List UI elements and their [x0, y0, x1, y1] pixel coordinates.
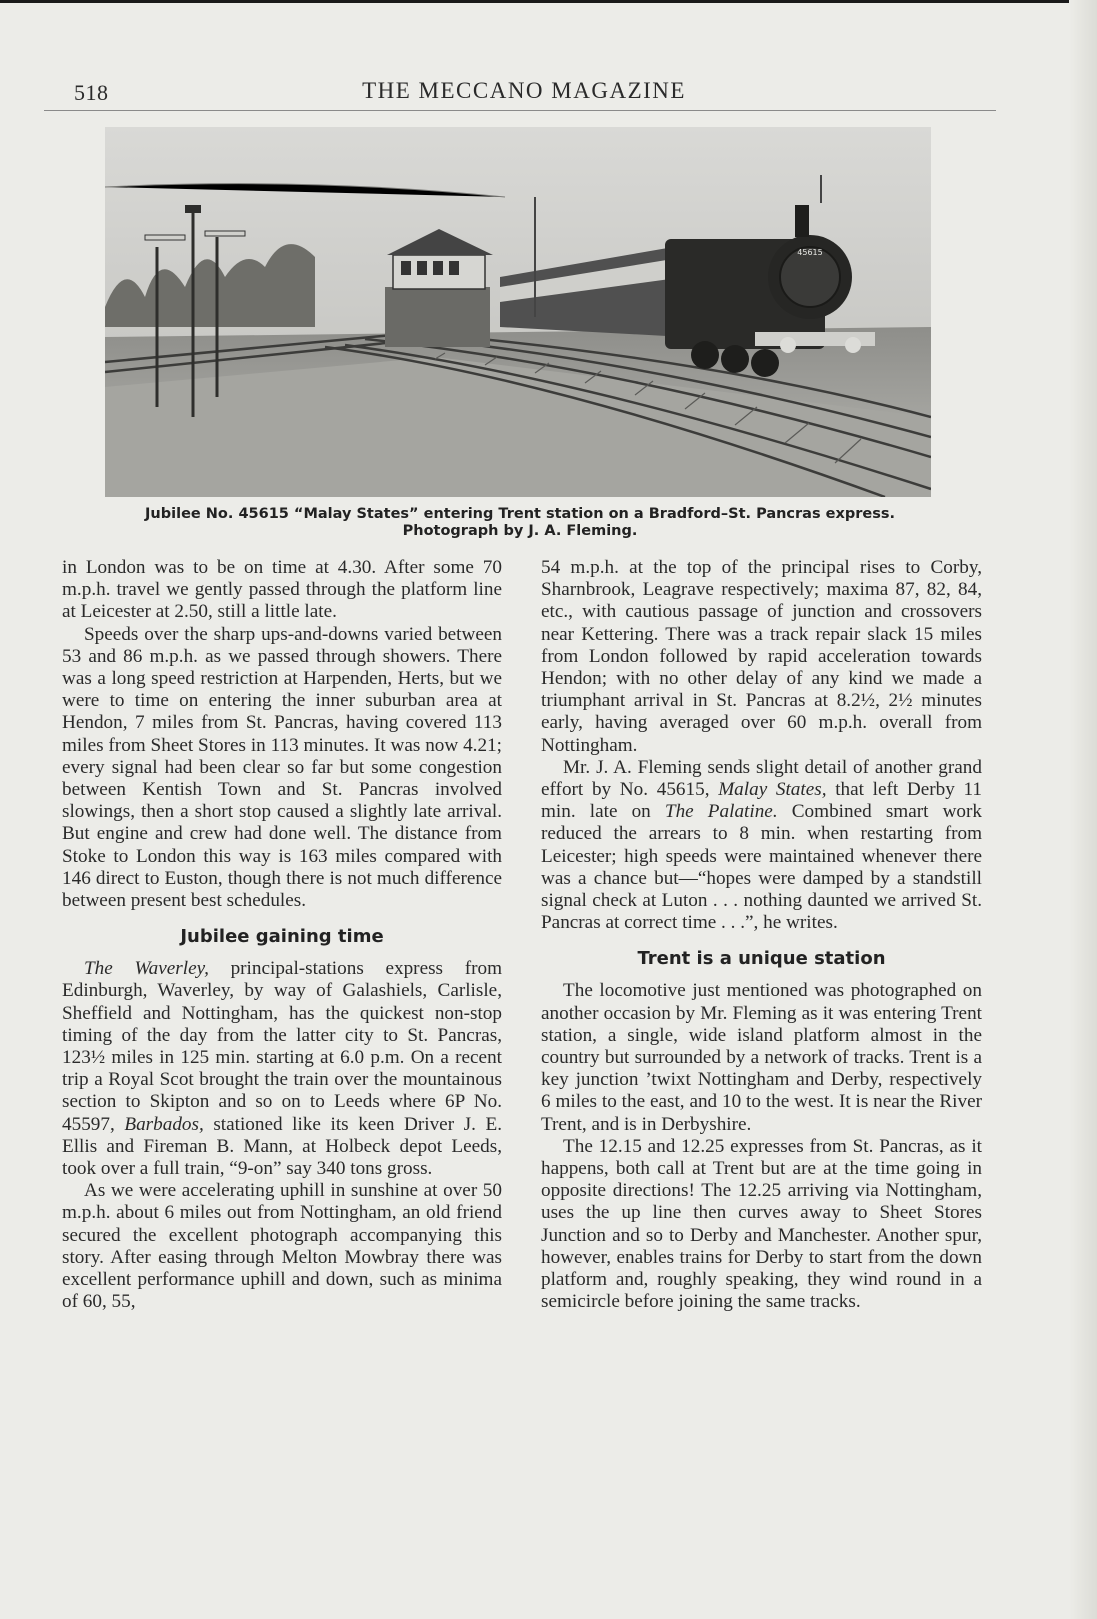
left-column [62, 557, 502, 1314]
right-paragraph-2-text-a: Mr. J. A. Fleming sends slight detail of another grand effort by No. 45615, [541, 756, 982, 801]
section-heading-jubilee: Jubilee gaining time [180, 926, 384, 948]
right-paragraph-3: The locomotive just mentioned was photographed on another occasion by Mr. Fleming as it was entering Trent station, a single, wide island platform almost in the country but surrounded by a network of tracks. Trent is a key junction ’twixt Nottingham and Derby, respectively 6 miles to the east, and 10 to the west. It is near the River Trent, and is in Derbyshire. [541, 980, 982, 1135]
smokebox-number-plate: 45615 [797, 248, 823, 257]
left-paragraph-2: Speeds over the sharp ups-and-downs varied between 53 and 86 m.p.h. as we passed through showers. There was a long speed restriction at Harpenden, Herts, but we were to time on entering the inner suburban area at Hendon, 7 miles from St. Pancras, having covered 113 miles from Sheet Stores in 113 minutes. It was now 4.21; every signal had been clear so far but some congestion between Kentish Town and St. Pancras involved slowings, then a short stop caused a slightly late arrival. But engine and crew had done well. The distance from Stoke to London this way is 163 miles compared with 146 direct to Euston, though there is not much difference between present best schedules. [62, 623, 502, 912]
engine-name-barbados: Barbados, [124, 1113, 204, 1135]
left-paragraph-1: in London was to be on time at 4.30. After some 70 m.p.h. travel we gently passed through the platform line at Leicester at 2.50, still a little late. [62, 557, 502, 623]
right-column [541, 557, 982, 1314]
right-paragraph-2-text-c: Combined smart work reduced the arrears to 8 min. when restarting from Leicester; high speeds were maintained whenever there was a chance but—“hopes were damped by a standstill signal check at Luton . . . nothing daunted we arrived St. Pancras at correct time . . .”, he writes. [541, 801, 983, 934]
page-top-edge [0, 0, 1097, 3]
photo-caption: Jubilee No. 45615 “Malay States” entering Trent station on a Bradford–St. Pancras express. Photograph by J. A. Fleming. [145, 506, 895, 539]
right-paragraph-2 [541, 757, 982, 935]
section-heading-trent: Trent is a unique station [637, 948, 886, 970]
right-paragraph-2-text-b: that left Derby 11 min. late on [541, 779, 982, 823]
left-paragraph-3-text-a: principal-stations express from Edinburgh, Waverley, by way of Galashiels, Carlisle, Sheffield and Nottingham, has the quickest non-stop timing of the day from the latter city to St. Pancras, 123½ miles in 125 min. starting at 6.0 p.m. On a recent trip a Royal Scot brought the train over the mountainous section to Skipton and so on to Leeds where 6P No. 45597, [62, 958, 502, 1135]
page-gutter-shadow [1069, 0, 1097, 1619]
left-paragraph-3 [62, 958, 502, 1180]
train-name-waverley: The Waverley, [84, 958, 209, 980]
locomotive-photograph [105, 127, 931, 497]
magazine-title: THE MECCANO MAGAZINE [362, 78, 686, 103]
right-paragraph-1: 54 m.p.h. at the top of the principal rises to Corby, Sharnbrook, Leagrave respectively; maxima 87, 82, 84, etc., with cautious passage of junction and crossovers near Kettering. There was a track repair slack 15 miles from London followed by rapid acceleration towards Hendon; with no other delay of any kind we made a triumphant arrival in St. Pancras at 8.2½, 2½ minutes early, having averaged over 60 m.p.h. overall from Nottingham. [541, 557, 982, 756]
left-paragraph-4: As we were accelerating uphill in sunshine at over 50 m.p.h. about 6 miles out from Nottingham, an old friend secured the excellent photograph accompanying this story. After easing through Melton Mowbray there was excellent performance uphill and down, such as minima of 60, 55, [62, 1180, 502, 1313]
page-number: 518 [74, 80, 109, 105]
engine-name-malay-states: Malay States, [718, 779, 827, 801]
right-paragraph-4: The 12.15 and 12.25 expresses from St. Pancras, as it happens, both call at Trent but are at the time going in opposite directions! The 12.25 arriving via Nottingham, uses the up line then curves away to Sheet Stores Junction and so to Derby and Manchester. Another spur, however, enables trains for Derby to start from the down platform and, roughly speaking, they wind round in a semicircle before joining the same tracks. [541, 1135, 982, 1313]
header-rule [44, 110, 996, 111]
page-header [72, 76, 976, 108]
train-name-palatine: The Palatine. [664, 801, 778, 823]
left-paragraph-3-text-b: stationed like its keen Driver J. E. Ellis and Fireman B. Mann, at Holbeck depot Leeds, took over a full train, “9-on” say 340 tons gross. [62, 1113, 502, 1180]
